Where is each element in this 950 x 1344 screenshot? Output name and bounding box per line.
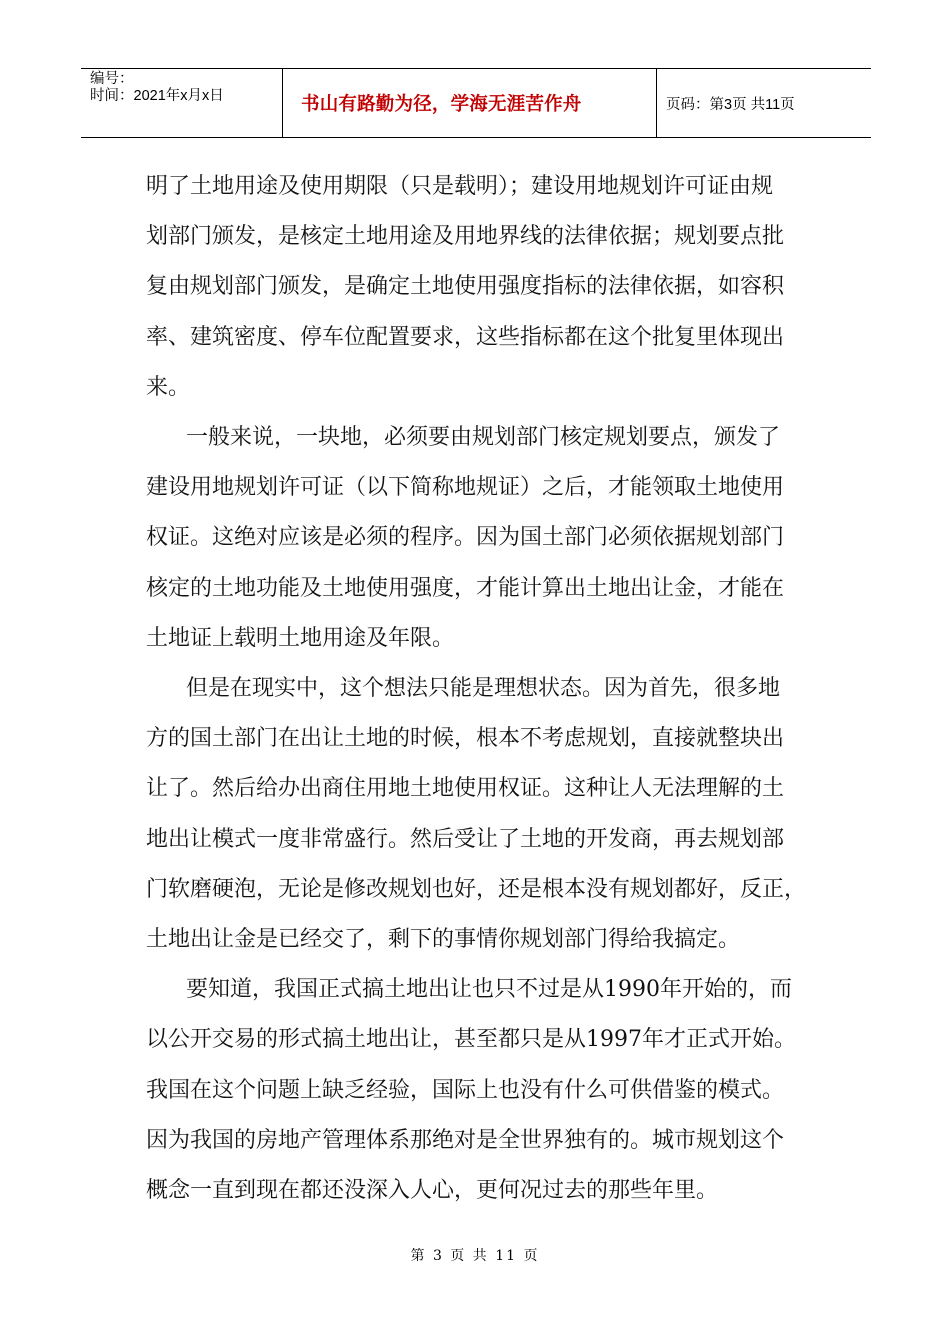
page-header <box>81 68 871 138</box>
header-page-number: 页码：第3页 共11页 <box>666 96 795 113</box>
text-line: 核定的土地功能及土地使用强度，才能计算出土地出让金，才能在 <box>146 575 785 601</box>
paragraph <box>146 664 811 965</box>
paragraph <box>146 162 811 413</box>
text-line: 划部门颁发，是核定土地用途及用地界线的法律依据；规划要点批 <box>146 224 785 250</box>
text-line: 土地证上载明土地用途及年限。 <box>146 625 455 651</box>
text-line: 地出让模式一度非常盛行。然后受让了土地的开发商，再去规划部 <box>146 826 785 852</box>
text-line: 来。 <box>146 374 191 400</box>
text-line: 但是在现实中，这个想法只能是理想状态。因为首先，很多地 <box>186 676 781 702</box>
text-line: 复由规划部门颁发，是确定土地使用强度指标的法律依据，如容积 <box>146 274 785 300</box>
text-line: 一般来说，一块地，必须要由规划部门核定规划要点，颁发了 <box>186 425 781 451</box>
paragraph <box>146 965 811 1216</box>
page-footer: 第 3 页 共 11 页 <box>410 1248 540 1264</box>
code-label: 编号： <box>90 71 134 87</box>
text-line: 率、建筑密度、停车位配置要求，这些指标都在这个批复里体现出 <box>146 324 785 350</box>
text-line: 概念一直到现在都还没深入人心，更何况过去的那些年里。 <box>146 1178 719 1204</box>
text-line: 明了土地用途及使用期限（只是载明）；建设用地规划许可证由规 <box>146 174 774 199</box>
text-line: 权证。这绝对应该是必须的程序。因为国土部门必须依据规划部门 <box>146 525 785 551</box>
paragraph <box>146 413 811 664</box>
text-line: 因为我国的房地产管理体系那绝对是全世界独有的。城市规划这个 <box>146 1127 785 1153</box>
text-line: 要知道，我国正式搞土地出让也只不过是从1990年开始的，而 <box>186 977 792 1003</box>
header-meta <box>81 69 283 137</box>
text-line: 土地出让金是已经交了，剩下的事情你规划部门得给我搞定。 <box>146 927 741 953</box>
text-line: 方的国土部门在出让土地的时候，根本不考虑规划，直接就整块出 <box>146 726 785 752</box>
text-line: 我国在这个问题上缺乏经验，国际上也没有什么可供借鉴的模式。 <box>146 1077 785 1103</box>
header-motto: 书山有路勤为径，学海无涯苦作舟 <box>283 69 657 137</box>
text-line: 建设用地规划许可证（以下简称地规证）之后，才能领取土地使用 <box>146 475 785 501</box>
date-label: 时间：2021年x月x日 <box>90 88 224 104</box>
text-line: 以公开交易的形式搞土地出让，甚至都只是从1997年才正式开始。 <box>146 1027 796 1053</box>
document-body <box>146 162 811 1216</box>
text-line: 让了。然后给办出商住用地土地使用权证。这种让人无法理解的土 <box>146 776 785 802</box>
text-line: 门软磨硬泡，无论是修改规划也好，还是根本没有规划都好，反正， <box>146 876 807 902</box>
